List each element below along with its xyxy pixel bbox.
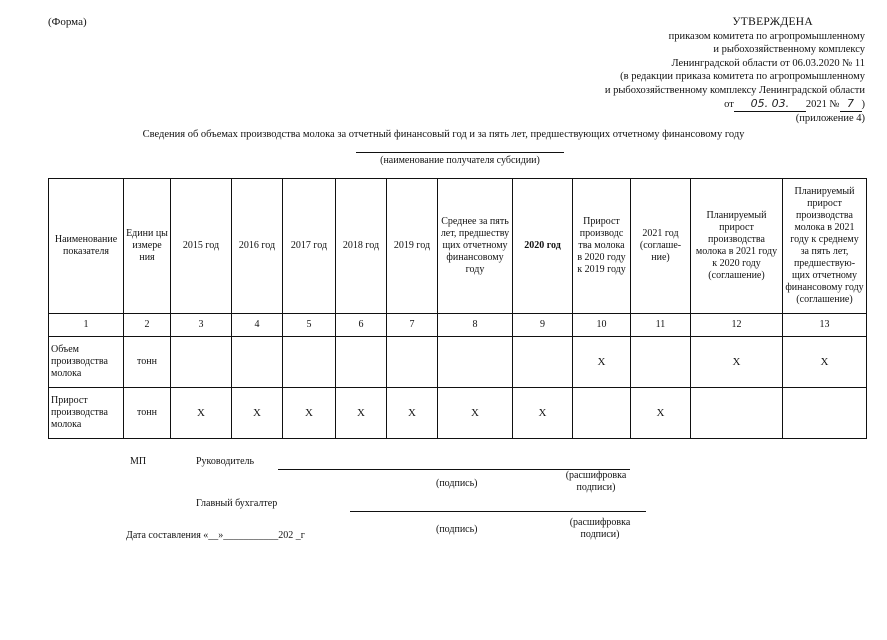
handwritten-date: 05. 03. xyxy=(734,97,806,112)
header-cell: Планируемый прирост производства молока в 2021 году к 2020 году (соглашение) xyxy=(691,179,783,314)
data-cell xyxy=(513,337,573,388)
data-cell: X xyxy=(631,388,691,439)
data-cell xyxy=(387,337,438,388)
head-decode-caption xyxy=(556,470,636,494)
decode-caption-line: (расшифровка xyxy=(565,470,627,481)
row-label: Объем производства молока xyxy=(49,337,124,388)
table-row xyxy=(49,388,867,439)
data-cell xyxy=(171,337,232,388)
header-cell: Наименование показателя xyxy=(49,179,124,314)
data-cell: X xyxy=(283,388,336,439)
data-cell: X xyxy=(171,388,232,439)
approval-heading: УТВЕРЖДЕНА xyxy=(732,16,813,28)
header-cell: 2015 год xyxy=(171,179,232,314)
table-header-row xyxy=(49,179,867,314)
table-row xyxy=(49,337,867,388)
column-number: 9 xyxy=(513,314,573,337)
header-cell: Прирост производс тва молока в 2020 году к 2019 году xyxy=(573,179,631,314)
data-cell: X xyxy=(232,388,283,439)
accountant-decode-caption xyxy=(560,517,640,541)
header-cell: 2021 год (соглаше- ние) xyxy=(631,179,691,314)
document-title: Сведения об объемах производства молока за отчетный финансовый год и за пять лет, предшествующих отчетному финансовому году xyxy=(142,129,745,140)
data-cell xyxy=(573,388,631,439)
column-number: 10 xyxy=(573,314,631,337)
accountant-label: Главный бухгалтер xyxy=(196,498,278,509)
column-number: 12 xyxy=(691,314,783,337)
year-text: 2021 № xyxy=(805,99,840,110)
date-prefix: от xyxy=(724,99,734,110)
approval-line-1: приказом комитета по агропромышленному xyxy=(668,30,865,42)
approval-block xyxy=(445,16,865,125)
unit-cell: тонн xyxy=(124,388,171,439)
column-number: 13 xyxy=(783,314,867,337)
header-cell: 2016 год xyxy=(232,179,283,314)
decode-caption-line: подписи) xyxy=(580,529,620,540)
approval-line-4: (в редакции приказа комитета по агропромышленному xyxy=(620,71,865,82)
data-cell: X xyxy=(387,388,438,439)
stamp-label: МП xyxy=(130,456,147,467)
header-cell: 2020 год xyxy=(513,179,573,314)
accountant-signature-line xyxy=(350,511,646,512)
column-number: 1 xyxy=(49,314,124,337)
recipient-line xyxy=(356,152,564,153)
data-cell: X xyxy=(783,337,867,388)
column-number: 3 xyxy=(171,314,232,337)
column-number: 6 xyxy=(336,314,387,337)
data-cell xyxy=(783,388,867,439)
header-cell: 2018 год xyxy=(336,179,387,314)
compilation-date: Дата составления «__»___________202 _г xyxy=(126,530,305,541)
data-cell xyxy=(336,337,387,388)
data-cell: X xyxy=(438,388,513,439)
table-number-row xyxy=(49,314,867,337)
header-cell: Едини цы измере ния xyxy=(124,179,171,314)
decode-caption-line: (расшифровка xyxy=(569,517,631,528)
close-paren: ) xyxy=(861,99,865,110)
data-cell: X xyxy=(691,337,783,388)
data-cell: X xyxy=(573,337,631,388)
column-number: 5 xyxy=(283,314,336,337)
accountant-signature-caption: (подпись) xyxy=(436,524,478,535)
data-cell xyxy=(438,337,513,388)
column-number: 11 xyxy=(631,314,691,337)
data-cell xyxy=(232,337,283,388)
data-cell: X xyxy=(513,388,573,439)
header-cell: 2017 год xyxy=(283,179,336,314)
data-cell: X xyxy=(336,388,387,439)
recipient-caption: (наименование получателя субсидии) xyxy=(380,155,540,166)
header-cell: Планируемый прирост производства молока в 2021 году к среднему за пять лет, предшествую- щих отчетному финансовому году (соглашение) xyxy=(783,179,867,314)
column-number: 4 xyxy=(232,314,283,337)
head-signature-caption: (подпись) xyxy=(436,478,478,489)
row-label: Прирост производства молока xyxy=(49,388,124,439)
approval-date-line xyxy=(445,97,865,112)
unit-cell: тонн xyxy=(124,337,171,388)
header-cell: 2019 год xyxy=(387,179,438,314)
handwritten-number: 7 xyxy=(840,97,862,112)
decode-caption-line: подписи) xyxy=(576,482,616,493)
production-table xyxy=(48,178,867,439)
appendix-label: (приложение 4) xyxy=(795,112,865,124)
column-number: 7 xyxy=(387,314,438,337)
column-number: 8 xyxy=(438,314,513,337)
data-cell xyxy=(283,337,336,388)
head-label: Руководитель xyxy=(196,456,255,467)
form-label: (Форма) xyxy=(48,16,87,28)
approval-line-5: и рыбохозяйственному комплексу Ленинградской области xyxy=(604,84,865,96)
data-cell xyxy=(691,388,783,439)
approval-line-2: и рыбохозяйственному комплексу xyxy=(713,44,865,55)
header-cell: Среднее за пять лет, предшеству щих отчетному финансовому году xyxy=(438,179,513,314)
column-number: 2 xyxy=(124,314,171,337)
approval-line-3: Ленинградской области от 06.03.2020 № 11 xyxy=(671,57,865,69)
data-cell xyxy=(631,337,691,388)
